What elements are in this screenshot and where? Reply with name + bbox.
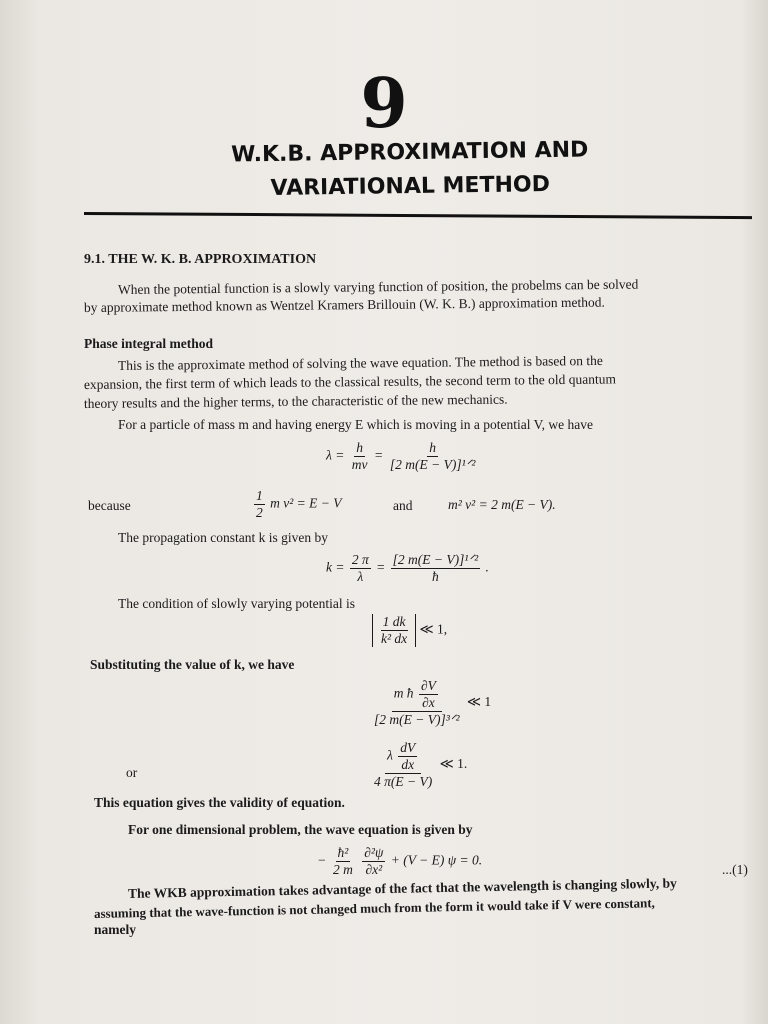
fraction-numerator: 2 π [351, 552, 369, 567]
fraction-numerator [385, 740, 421, 774]
validity-equation-2 [370, 740, 467, 790]
validity-rhs-2: ≪ 1. [439, 756, 468, 772]
fraction-denominator: ħ [432, 569, 439, 584]
numerator-prefix: λ [387, 747, 393, 763]
big-fraction [372, 740, 434, 790]
para2-line-1: For a particle of mass m and having energy E which is moving in a potential V, we have [118, 417, 594, 432]
fraction-denominator: 2 [256, 505, 263, 520]
fraction-numerator: h [429, 440, 436, 455]
fraction-denominator: 2 m [333, 862, 353, 877]
condition-fraction [379, 614, 409, 647]
intro-line-2: by approximate method known as Wentzel Kramers Brillouin (W. K. B.) approximation method. [83, 294, 605, 315]
fraction-denominator: [2 m(E − V)]¹ᐟ² [389, 457, 476, 472]
intro-line-1: When the potential function is a slowly varying function of position, the probelms can be solved [117, 276, 639, 297]
fraction-numerator: h [356, 440, 363, 455]
derivative-fraction [398, 740, 417, 773]
validity-rhs-1: ≪ 1 [466, 694, 492, 710]
fraction-denominator: [2 m(E − V)]³ᐟ² [374, 712, 460, 727]
fraction-numerator: ∂²ψ [364, 845, 384, 860]
wave-eq-rest: + (V − E) ψ = 0. [390, 852, 483, 868]
wkb-line-2: assuming that the wave-function is not changed much from the form it would take if V were constant, [93, 895, 655, 921]
chapter-title-line-2: VARIATIONAL METHOD [270, 172, 551, 201]
fraction-denominator: 4 π(E − V) [374, 774, 433, 789]
fraction-numerator: 1 dk [382, 614, 406, 629]
fraction-numerator [392, 678, 442, 712]
and-label: and [393, 498, 413, 513]
para1-line-1: This is the approximate method of solving the wave equation. The method is based on the [117, 352, 603, 373]
k-lhs: k = [326, 559, 345, 575]
validity-text: This equation gives the validity of equation. [94, 795, 345, 810]
fraction-denominator: mv [351, 457, 368, 472]
para1-line-3: theory results and the higher terms, to the characteristic of the new mechanics. [83, 391, 508, 411]
wkb-line-3: namely [94, 922, 136, 937]
wkb-line-1: The WKB approximation takes advantage of the fact that the wavelength is changing slowly, by [127, 875, 677, 901]
fraction-denominator: λ [357, 569, 364, 584]
fraction-denominator: ∂x² [365, 862, 383, 877]
section-heading: 9.1. THE W. K. B. APPROXIMATION [84, 252, 317, 267]
fraction-numerator: ∂V [420, 678, 436, 693]
fraction-numerator: dV [400, 740, 416, 755]
k-fraction-1 [350, 552, 371, 585]
absolute-value [372, 614, 416, 647]
para1-line-2: expansion, the first term of which leads to the classical results, the second term to the old quantum [83, 371, 617, 392]
one-dim-text: For one dimensional problem, the wave equation is given by [128, 822, 473, 837]
half-fraction [254, 488, 265, 521]
fraction-numerator: 1 [256, 488, 263, 503]
propagation-text: The propagation constant k is given by [118, 530, 328, 545]
title-rule [84, 212, 752, 219]
equals-sign: = [376, 559, 386, 575]
fraction-denominator: dx [401, 757, 415, 772]
condition-equation [372, 614, 447, 647]
condition-rhs: ≪ 1, [419, 621, 448, 637]
condition-text: The condition of slowly varying potential is [118, 596, 355, 611]
lambda-fraction-2 [388, 440, 478, 473]
momentum-equation: m² v² = 2 m(E − V). [448, 497, 556, 512]
energy-eq-rhs: m v² = E − V [270, 495, 342, 511]
or-label: or [126, 765, 138, 780]
validity-equation-1 [370, 678, 491, 728]
hbar-fraction [331, 845, 355, 878]
numerator-prefix: m ħ [393, 685, 414, 701]
substituting-text: Substituting the value of k, we have [90, 657, 295, 672]
fraction-denominator: k² dx [381, 631, 408, 646]
energy-equation [252, 488, 342, 521]
lambda-lhs: λ = [326, 447, 345, 463]
minus-sign: − [318, 852, 326, 868]
lambda-fraction-1 [350, 440, 370, 473]
equals-sign: = [374, 447, 383, 463]
because-label: because [88, 498, 131, 513]
period: . [485, 559, 489, 575]
equation-number: ...(1) [722, 862, 748, 877]
chapter-number: 9 [360, 64, 408, 144]
k-fraction-2 [391, 552, 481, 585]
big-fraction [372, 678, 462, 728]
k-equation [326, 552, 489, 585]
subheading: Phase integral method [84, 336, 213, 351]
second-derivative-fraction [362, 845, 385, 878]
partial-derivative-fraction [419, 678, 438, 711]
lambda-equation [326, 440, 479, 473]
chapter-title [200, 133, 621, 207]
fraction-numerator: ħ² [337, 845, 349, 860]
chapter-title-line-1: W.K.B. APPROXIMATION AND [231, 137, 589, 168]
fraction-numerator: [2 m(E − V)]¹ᐟ² [392, 552, 479, 567]
fraction-denominator: ∂x [422, 695, 435, 710]
wave-equation [318, 845, 482, 878]
